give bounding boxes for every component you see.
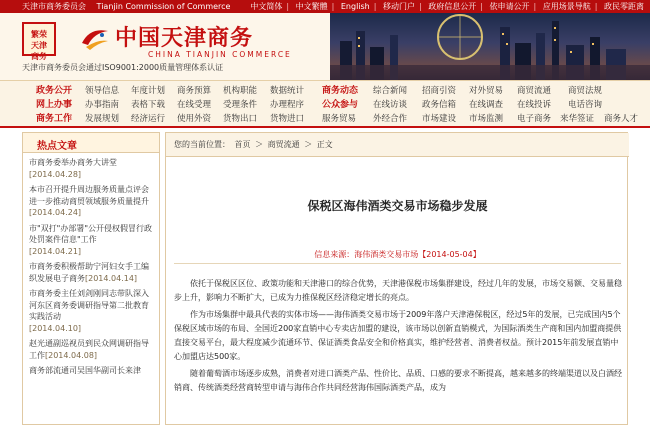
nav-item[interactable]: 服务贸易 — [322, 114, 357, 124]
nav-item[interactable]: 使用外资 — [177, 114, 212, 124]
breadcrumb-label: 您的当前位置： — [174, 140, 230, 149]
site-subtitle: CHINA TIANJIN COMMERCE — [148, 50, 292, 59]
list-item[interactable]: 商务部流通司吴国华副司长来津 — [29, 366, 141, 375]
nav-item[interactable]: 商贸法规 — [568, 86, 603, 96]
link-zero-distance[interactable]: 政民零距离 — [604, 2, 644, 11]
nav-item[interactable]: 货物进口 — [270, 114, 305, 124]
nav-item[interactable]: 市场监测 — [469, 114, 504, 124]
breadcrumb-home[interactable]: 首页 — [234, 140, 251, 149]
nav-item[interactable]: 招商引资 — [422, 86, 457, 96]
nav-cat-work[interactable]: 商务工作 — [36, 114, 73, 124]
article-source: 信息来源：海伟酒类交易市场【2014-05-04】 — [314, 250, 481, 259]
article-paragraph: 随着葡萄酒市场逐步成熟，消费者对进口酒类产品、性价比、品质、口感的要求不断提高，越来越多的终端渠道以及白酒经销商、传统酒类经营商转型申请与海伟合作共同经营海伟国际酒类产品，成为 — [174, 369, 622, 392]
nav-item[interactable]: 综合新闻 — [373, 86, 408, 96]
nav-item[interactable]: 电子商务 — [517, 114, 552, 124]
nav-item[interactable]: 市场建设 — [422, 114, 457, 124]
nav-row-1 — [0, 84, 650, 99]
breadcrumb-section[interactable]: 商贸流通 — [267, 140, 300, 149]
article-paragraph: 依托于保税区区位、政策功能和天津港口的综合优势，天津港保税市场集群建设，经过几年的发展，市场交易额、交易量稳步上升，影响力不断扩大，已成为力推保税区经济稳定增长的亮点。 — [174, 279, 622, 302]
list-item[interactable]: 市"双打"办部署"公开侵权假冒行政处罚案件信息"工作 [2014.04.21] — [29, 223, 153, 256]
nav-row-3 — [0, 112, 650, 127]
nav-row-2 — [0, 98, 650, 113]
top-bar — [0, 0, 650, 13]
hot-articles-panel — [22, 132, 160, 425]
seal-logo: 繁荣 天津 商务 — [22, 22, 56, 56]
nav-item[interactable]: 货物出口 — [223, 114, 258, 124]
site-title[interactable]: 中国天津商务 — [115, 25, 254, 51]
nav-item[interactable]: 商务人才 — [604, 114, 639, 124]
nav-item[interactable]: 领导信息 — [85, 86, 120, 96]
nav-item[interactable]: 在线调查 — [469, 100, 504, 110]
top-links: 中文简体 | 中文繁體 | English | 移动门户 | 政府信息公开 | 依申请公开 | 应用场景导航 | 政民零距离 — [250, 2, 644, 11]
link-mobile[interactable]: 移动门户 — [383, 2, 415, 11]
nav-item[interactable]: 发展规划 — [85, 114, 120, 124]
link-traditional[interactable]: 中文繁體 — [295, 2, 328, 11]
list-item[interactable]: 市商务委举办商务大讲堂 [2014.04.28] — [29, 158, 117, 179]
nav-item[interactable]: 对外贸易 — [469, 86, 504, 96]
swirl-logo-icon — [80, 25, 110, 51]
nav-item[interactable]: 商务预算 — [177, 86, 212, 96]
list-item[interactable]: 赵光通副巡视员到民众网调研指导工作[2014.04.08] — [29, 339, 149, 360]
nav-item[interactable]: 表格下载 — [131, 100, 166, 110]
nav-item[interactable]: 在线访谈 — [373, 100, 408, 110]
nav-item[interactable]: 受理条件 — [223, 100, 258, 110]
nav-item[interactable]: 政务信箱 — [422, 100, 457, 110]
source-link[interactable]: 海伟酒类交易市场 — [354, 250, 419, 259]
article-panel — [165, 132, 628, 425]
nav-cat-public[interactable]: 公众参与 — [322, 100, 359, 110]
nav-item[interactable]: 在线投诉 — [517, 100, 552, 110]
article-date: 【2014-05-04】 — [418, 250, 481, 259]
org-name-en: Tianjin Commission of Commerce — [96, 2, 231, 11]
breadcrumb: 您的当前位置： 首页 ＞ 商贸流通 ＞ 正文 — [166, 133, 629, 157]
article-paragraph: 作为市场集群中最具代表的实体市场——海伟酒类交易市场于2009年落户天津港保税区，经过5年的发展，已完成国内5个保税区域市场的布局、全国近200家直销中心专卖店加盟的建设，该市场以创新直销模式，为国际酒类生产商和国内加盟商提供直接交易平台，最大程度减少流通环节、保证酒类食品安全和价格真实，维护经营者、消费者权益。预计2015年前发展直销中心加盟店达500家。 — [174, 310, 622, 361]
iso-notice: 天津市商务委员会通过ISO9001:2000质量管理体系认证 — [22, 63, 224, 72]
nav-item[interactable]: 经济运行 — [131, 114, 166, 124]
list-item[interactable]: 市商务委积极帮助宁河妇女手工编织发展电子商务[2014.04.14] — [29, 262, 149, 283]
nav-item[interactable]: 数据统计 — [270, 86, 305, 96]
org-name: 天津市商务委员会 — [22, 2, 86, 11]
city-skyline-banner — [330, 13, 650, 80]
breadcrumb-current: 正文 — [316, 140, 333, 149]
article-body — [174, 277, 622, 398]
header — [0, 13, 650, 80]
nav-item[interactable]: 商贸流通 — [517, 86, 552, 96]
list-item[interactable]: 市商务委主任刘剑刚同志带队深入河东区商务委调研指导第二批教育实践活动 [2014.04.10] — [29, 289, 149, 333]
nav-item[interactable]: 办事指南 — [85, 100, 120, 110]
nav-item[interactable]: 外经合作 — [373, 114, 408, 124]
link-english[interactable]: English — [340, 2, 370, 11]
hot-articles-list — [29, 157, 155, 381]
hot-articles-title: 热点文章 — [37, 141, 77, 152]
nav-cat-gov-open[interactable]: 政务公开 — [36, 86, 73, 96]
nav-item[interactable]: 机构职能 — [223, 86, 258, 96]
nav-item[interactable]: 办理程序 — [270, 100, 305, 110]
link-apply-open[interactable]: 依申请公开 — [489, 2, 530, 11]
divider — [174, 263, 621, 264]
nav-cat-online-service[interactable]: 网上办事 — [36, 100, 73, 110]
nav-cat-news[interactable]: 商务动态 — [322, 86, 359, 96]
nav-item[interactable]: 电话咨询 — [568, 100, 603, 110]
list-item[interactable]: 本市召开提升周边服务质量点评会 进一步推动商贸领域服务质量提升[2014.04.24] — [29, 185, 149, 217]
hot-articles-header — [23, 133, 159, 153]
link-scene-nav[interactable]: 应用场景导航 — [542, 2, 591, 11]
nav-item[interactable]: 年度计划 — [131, 86, 166, 96]
article-title: 保税区海伟酒类交易市场稳步发展 — [307, 199, 488, 213]
main-nav — [0, 80, 650, 128]
nav-item[interactable]: 在线受理 — [177, 100, 212, 110]
link-simplified[interactable]: 中文简体 — [250, 2, 283, 11]
nav-item[interactable]: 来华签证 — [560, 114, 595, 124]
link-gov-info[interactable]: 政府信息公开 — [428, 2, 477, 11]
